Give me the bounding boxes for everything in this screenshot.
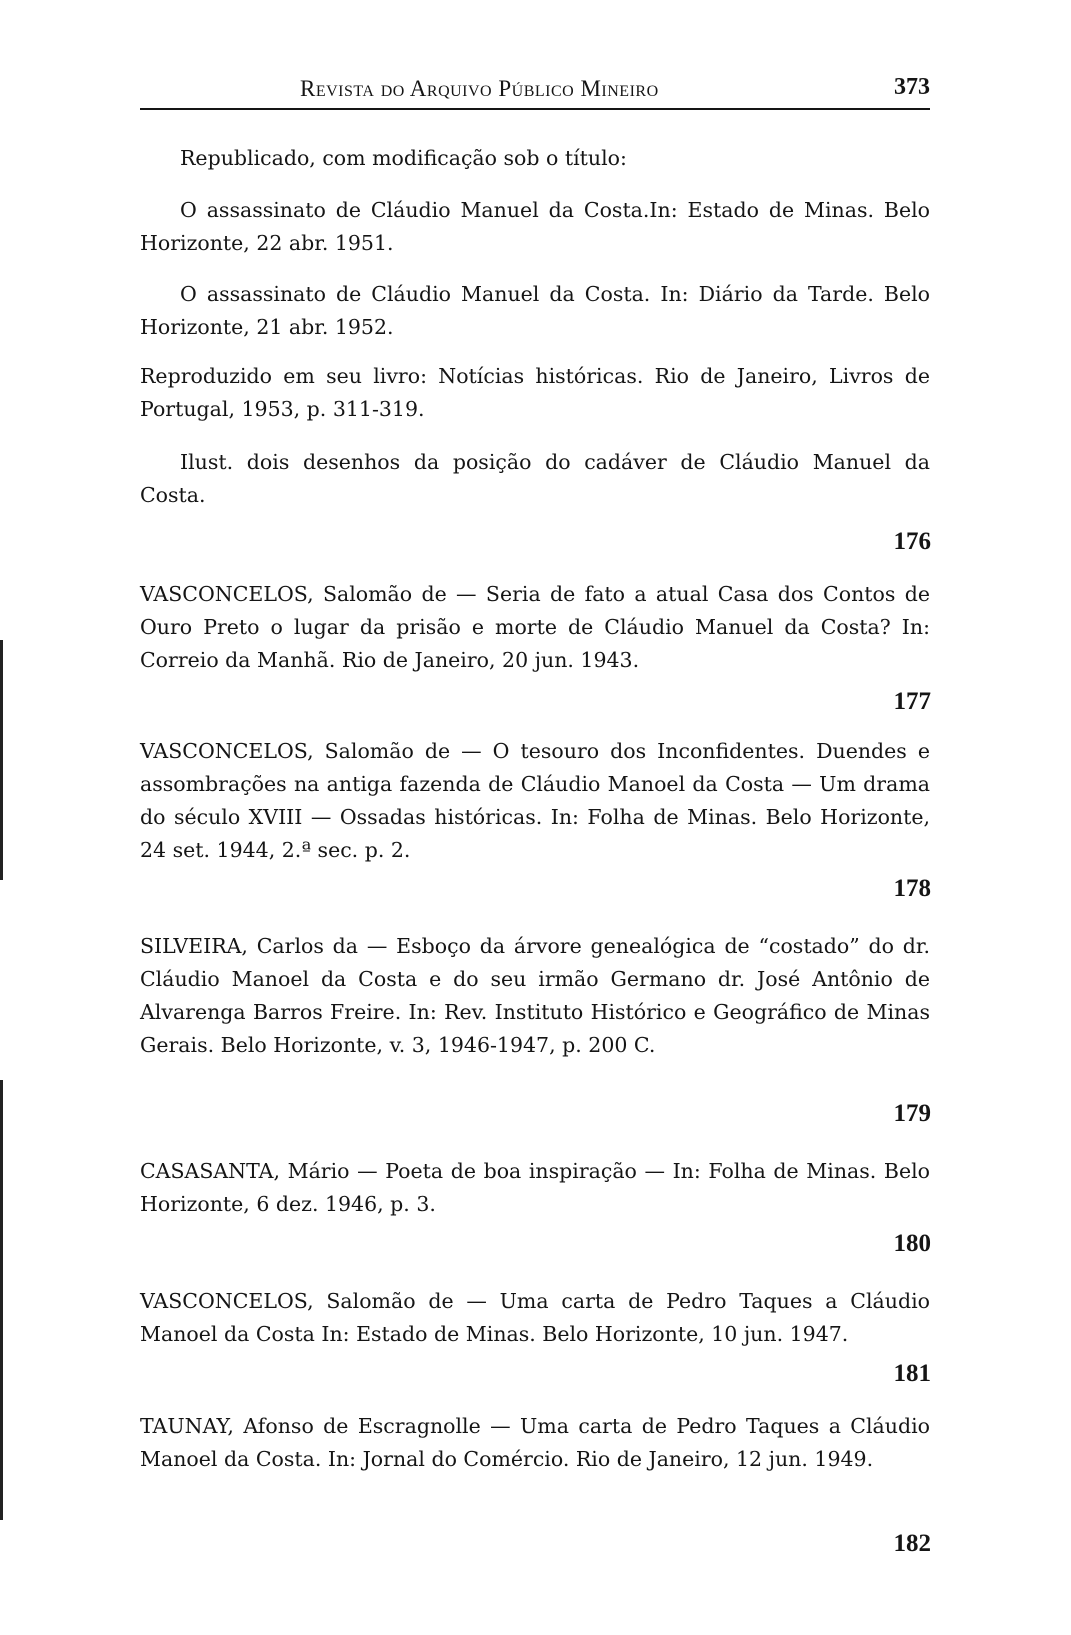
reference-paragraph: Ilust. dois desenhos da posição do cadáver de Cláudio Manuel da Costa.: [140, 450, 930, 507]
running-header: [140, 72, 930, 110]
entry-number: 180: [893, 1230, 931, 1257]
reference-paragraph: O assassinato de Cláudio Manuel da Costa.In: Estado de Minas. Belo Horizonte, 22 abr. 1951.: [140, 198, 930, 255]
reference-paragraph: O assassinato de Cláudio Manuel da Costa. In: Diário da Tarde. Belo Horizonte, 21 abr. 1952.: [140, 282, 930, 339]
bibliography-entry: VASCONCELOS, Salomão de — Seria de fato a atual Casa dos Contos de Ouro Preto o lugar da prisão e morte de Cláudio Manuel da Costa? In: Correio da Manhã. Rio de Janeiro, 20 jun. 1943.: [140, 582, 930, 672]
margin-scan-mark: [0, 1080, 3, 1520]
journal-title: Revista do Arquivo Público Mineiro: [300, 76, 659, 101]
bibliography-entry: VASCONCELOS, Salomão de — O tesouro dos Inconfidentes. Duendes e assombrações na antiga fazenda de Cláudio Manoel da Costa — Um drama do século XVIII — Ossadas históricas. In: Folha de Minas. Belo Horizonte, 24 set. 1944, 2.ª sec. p. 2.: [140, 739, 930, 862]
page-number: 373: [894, 74, 930, 100]
intro-line: Republicado, com modificação sob o título:: [180, 146, 627, 170]
entry-number: 182: [893, 1530, 931, 1557]
entry-number: 181: [893, 1360, 931, 1387]
bibliography-entry: SILVEIRA, Carlos da — Esboço da árvore genealógica de “costado” do dr. Cláudio Manoel da Costa e do seu irmão Germano dr. José Antônio de Alvarenga Barros Freire. In: Rev. Instituto Histórico e Geográfico de Minas Gerais. Belo Horizonte, v. 3, 1946-1947, p. 200 C.: [140, 934, 930, 1057]
bibliography-entry: TAUNAY, Afonso de Escragnolle — Uma carta de Pedro Taques a Cláudio Manoel da Costa. In: Jornal do Comércio. Rio de Janeiro, 12 jun. 1949.: [140, 1414, 930, 1471]
entry-number: 176: [893, 528, 931, 555]
bibliography-entry: CASASANTA, Mário — Poeta de boa inspiração — In: Folha de Minas. Belo Horizonte, 6 dez. 1946, p. 3.: [140, 1159, 930, 1216]
entry-number: 179: [893, 1100, 931, 1127]
margin-scan-mark: [0, 640, 3, 880]
entry-number: 178: [893, 875, 931, 902]
bibliography-entry: VASCONCELOS, Salomão de — Uma carta de Pedro Taques a Cláudio Manoel da Costa In: Estado de Minas. Belo Horizonte, 10 jun. 1947.: [140, 1289, 930, 1346]
entry-number: 177: [893, 688, 931, 715]
reference-paragraph: Reproduzido em seu livro: Notícias históricas. Rio de Janeiro, Livros de Portugal, 1953, p. 311-319.: [140, 364, 930, 421]
